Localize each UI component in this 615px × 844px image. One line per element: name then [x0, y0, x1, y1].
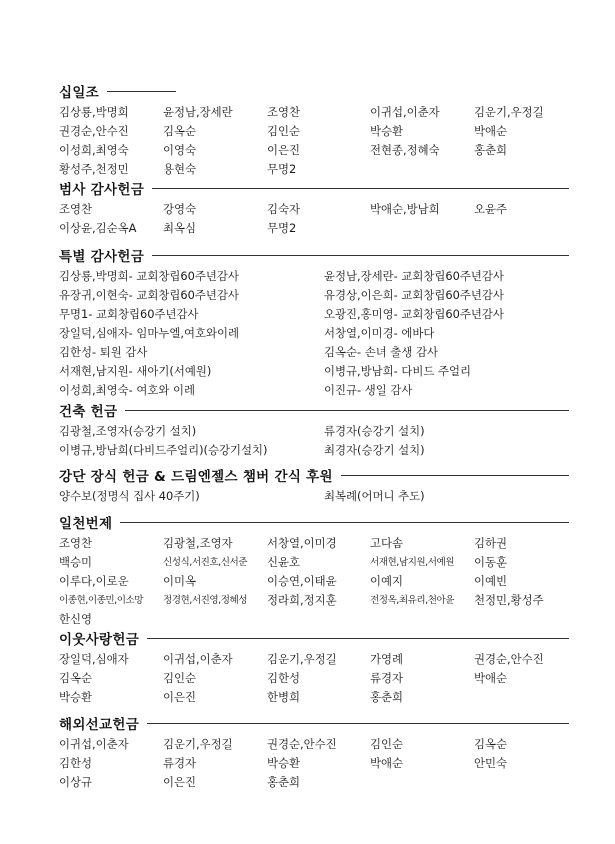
donor-name: 박애순,방남희 [370, 202, 440, 216]
donor-name: 서재현,남지원,서예원 [370, 557, 455, 568]
section-title: 범사 감사헌금 [59, 182, 145, 198]
section-rule [107, 91, 176, 92]
section-rule [125, 410, 569, 411]
donor-name: 이예빈 [474, 574, 508, 588]
entry-row [59, 343, 571, 362]
section-title: 강단 장식 헌금 & 드림엔젤스 챔버 간식 후원 [59, 469, 333, 485]
offering-entry: 김상룡,박명희- 교회창립60주년감사 [59, 269, 239, 283]
donor-name: 조영찬 [59, 202, 93, 216]
offering-entry: 이성희,최영숙- 여호와 이레 [59, 383, 196, 397]
section-header [59, 465, 571, 487]
offering-entry: 류경자(승강기 설치) [324, 424, 425, 438]
entry-row [59, 324, 571, 343]
donor-name: 박애순 [474, 124, 508, 138]
offering-entry: 최복례(어머니 추도) [324, 489, 425, 503]
donor-name: 김옥순 [59, 671, 93, 685]
name-row [59, 141, 571, 160]
altar-decoration-section [59, 465, 571, 506]
donor-name: 황성주,천정민 [59, 162, 129, 176]
offering-entry: 김한성- 퇴원 감사 [59, 345, 148, 359]
donor-name: 한신영 [59, 612, 93, 626]
donor-name: 김인순 [163, 671, 197, 685]
name-row [59, 773, 571, 792]
donor-name: 조영찬 [59, 536, 93, 550]
donor-name: 김상룡,박명희 [59, 105, 129, 119]
donor-name: 이귀섭,이춘자 [163, 652, 233, 666]
donor-name: 정경현,서진영,정혜성 [163, 595, 248, 606]
donor-name: 이은진 [267, 143, 301, 157]
donor-name: 이상윤,김순옥A [59, 221, 137, 235]
offering-entry: 김옥순- 손녀 출생 감사 [324, 345, 439, 359]
name-row [59, 688, 571, 707]
donor-name: 백승미 [59, 555, 93, 569]
donor-name: 홍춘희 [267, 775, 301, 789]
offering-entry: 이병규,방남희- 다비드 주얼리 [324, 364, 472, 378]
thanksgiving-section [59, 178, 571, 238]
donor-name: 김인순 [370, 737, 404, 751]
donor-name: 무명2 [267, 221, 297, 235]
donor-name: 박승환 [370, 124, 404, 138]
donor-name: 이동훈 [474, 555, 508, 569]
donor-name: 류경자 [163, 756, 197, 770]
donor-name: 이영숙 [163, 143, 197, 157]
building-fund-section [59, 400, 571, 460]
name-row [59, 735, 571, 754]
donor-name: 이종현,이종민,이소망 [59, 595, 144, 606]
entry-row [59, 305, 571, 324]
donor-name: 김옥순 [474, 737, 508, 751]
donor-name: 김한성 [59, 756, 93, 770]
donor-name: 김숙자 [267, 202, 301, 216]
section-rule [147, 723, 569, 724]
section-rule [147, 638, 569, 639]
name-row [59, 610, 571, 629]
section-title: 특별 감사헌금 [59, 249, 145, 265]
donor-name: 김옥순 [163, 124, 197, 138]
section-title: 일천번제 [59, 516, 113, 532]
donor-name: 권경순,안수진 [59, 124, 129, 138]
donor-name: 한병희 [267, 690, 301, 704]
donor-name: 신성식,서진호,신서준 [163, 557, 248, 568]
thousand-offerings-section [59, 512, 571, 629]
entry-row [59, 286, 571, 305]
donor-name: 이성희,최영숙 [59, 143, 129, 157]
donor-name: 천정민,황성주 [474, 593, 544, 607]
donor-name: 김인순 [267, 124, 301, 138]
donor-name: 김운기,우정길 [163, 737, 233, 751]
donor-name: 류경자 [370, 671, 404, 685]
donor-name: 전정옥,최유리,천아윤 [370, 595, 455, 606]
section-header [59, 628, 571, 650]
entry-row [59, 381, 571, 400]
donor-name: 이은진 [163, 775, 197, 789]
donor-name: 강영숙 [163, 202, 197, 216]
donor-name: 박애순 [370, 756, 404, 770]
donor-name: 홍춘희 [474, 143, 508, 157]
name-row [59, 553, 571, 572]
donor-name: 조영찬 [267, 105, 301, 119]
section-header [59, 178, 571, 200]
offering-entry: 장일덕,심애자- 임마누엘,여호와이레 [59, 326, 240, 340]
donor-name: 이승연,이태윤 [267, 574, 337, 588]
entry-row [59, 362, 571, 381]
section-title: 건축 헌금 [59, 404, 118, 420]
offering-entry: 김광철,조영자(승강기 설치) [59, 424, 197, 438]
donor-name: 전현종,정혜숙 [370, 143, 440, 157]
donor-name: 이귀섭,이춘자 [59, 737, 129, 751]
donor-name: 고다솜 [370, 536, 404, 550]
entry-row [59, 441, 571, 460]
donor-name: 박애순 [474, 671, 508, 685]
donor-name: 서창열,이미경 [267, 536, 337, 550]
offering-entry: 서창열,이미경- 에바다 [324, 326, 435, 340]
donor-name: 김운기,우정길 [267, 652, 337, 666]
section-rule [341, 475, 569, 476]
tithe-section [59, 81, 571, 179]
offering-entry: 윤정남,장세란- 교회창립60주년감사 [324, 269, 504, 283]
name-row [59, 534, 571, 553]
donor-name: 이루다,이로운 [59, 574, 129, 588]
section-title: 이웃사랑헌금 [59, 632, 140, 648]
donor-name: 김광철,조영자 [163, 536, 233, 550]
donor-name: 무명2 [267, 162, 297, 176]
donor-name: 김운기,우정길 [474, 105, 544, 119]
offering-entry: 서재현,남지원- 새아기(서예원) [59, 364, 212, 378]
offering-entry: 유경상,이은희- 교회창립60주년감사 [324, 288, 504, 302]
offering-entry: 최경자(승강기 설치) [324, 443, 425, 457]
overseas-mission-section [59, 713, 571, 792]
section-title: 십일조 [59, 85, 100, 101]
donor-name: 이귀섭,이춘자 [370, 105, 440, 119]
section-header [59, 400, 571, 422]
donor-name: 윤정남,장세란 [163, 105, 233, 119]
donor-name: 홍춘희 [370, 690, 404, 704]
section-header [59, 81, 571, 103]
name-row [59, 219, 571, 238]
neighbor-love-section [59, 628, 571, 707]
donor-name: 권경순,안수진 [474, 652, 544, 666]
name-row [59, 591, 571, 610]
name-row [59, 650, 571, 669]
name-row [59, 200, 571, 219]
offering-entry: 이병규,방남희(다비드주얼리)(승강기설치) [59, 443, 268, 457]
donor-name: 용현숙 [163, 162, 197, 176]
donor-name: 권경순,안수진 [267, 737, 337, 751]
donor-name: 오윤주 [474, 202, 508, 216]
entry-row [59, 267, 571, 286]
offering-entry: 무명1- 교회창립60주년감사 [59, 307, 199, 321]
donor-name: 정라희,정지훈 [267, 593, 337, 607]
entry-row [59, 487, 571, 506]
section-header [59, 245, 571, 267]
special-thanksgiving-section [59, 245, 571, 400]
donor-name: 이은진 [163, 690, 197, 704]
name-row [59, 669, 571, 688]
section-rule [120, 522, 569, 523]
section-rule [152, 188, 569, 189]
donor-name: 이미옥 [163, 574, 197, 588]
name-row [59, 103, 571, 122]
section-header [59, 512, 571, 534]
name-row [59, 572, 571, 591]
offering-entry: 오광진,홍미영- 교회창립60주년감사 [324, 307, 504, 321]
donor-name: 최옥심 [163, 221, 197, 235]
donor-name: 가영례 [370, 652, 404, 666]
name-row [59, 754, 571, 773]
entry-row [59, 422, 571, 441]
donor-name: 김한성 [267, 671, 301, 685]
donor-name: 박승환 [267, 756, 301, 770]
section-header [59, 713, 571, 735]
donor-name: 장일덕,심애자 [59, 652, 129, 666]
donor-name: 신윤호 [267, 555, 301, 569]
offering-entry: 유장귀,이현숙- 교회창립60주년감사 [59, 288, 239, 302]
donor-name: 안민숙 [474, 756, 508, 770]
offering-entry: 이진규- 생일 감사 [324, 383, 413, 397]
section-rule [152, 255, 569, 256]
offering-entry: 양수보(정명식 집사 40주기) [59, 489, 200, 503]
donor-name: 김하권 [474, 536, 508, 550]
donor-name: 이예지 [370, 574, 404, 588]
section-title: 해외선교헌금 [59, 717, 140, 733]
donor-name: 이상규 [59, 775, 93, 789]
name-row [59, 160, 571, 179]
donor-name: 박승환 [59, 690, 93, 704]
name-row [59, 122, 571, 141]
